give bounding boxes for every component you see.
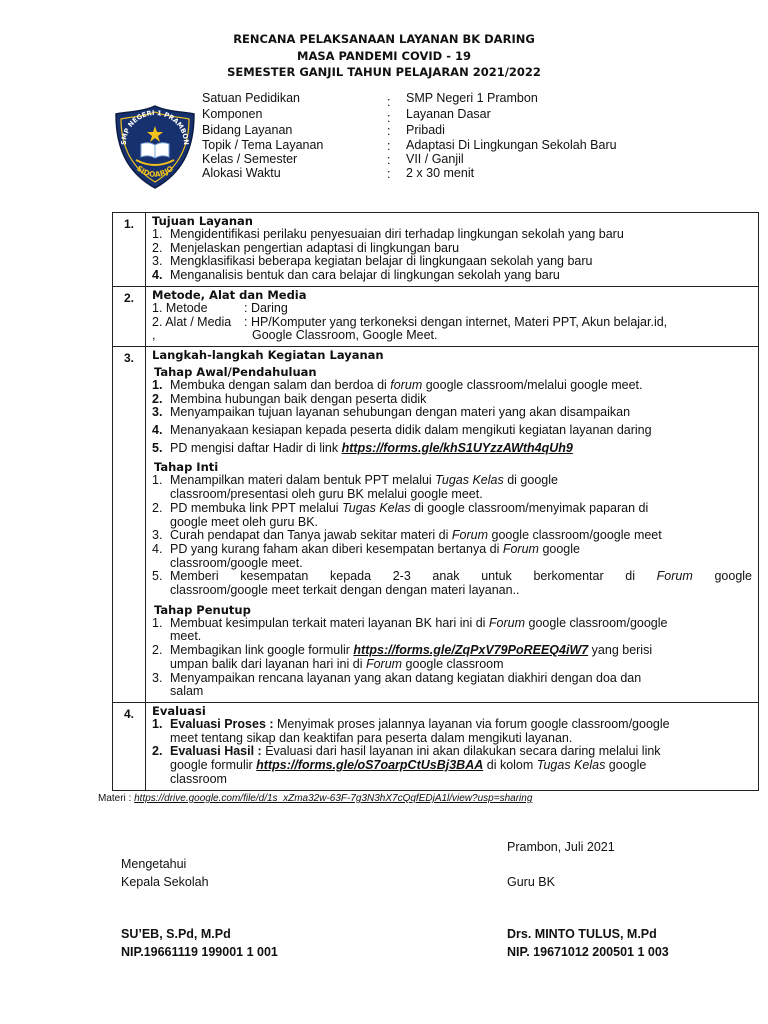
headmaster-name: SU’EB, S.Pd, M.Pd <box>121 927 231 941</box>
identity-label-alokasi: Alokasi Waktu <box>202 166 281 180</box>
list-item: 2. Menjelaskan pengertian adaptasi di lingkungan baru <box>152 240 460 255</box>
section-number: 4. <box>113 702 146 790</box>
identity-separators: : : : : : : <box>387 95 391 181</box>
plan-table <box>112 212 759 791</box>
section-langkah <box>113 346 759 702</box>
list-item: 3. Menyampaikan tujuan layanan sehubungan dengan materi yang akan disampaikan <box>152 405 631 420</box>
identity-label-bidang: Bidang Layanan <box>202 123 293 137</box>
list-item: 2. Membagikan link google formulir https://forms.gle/ZqPxV79PoREEQ4iW7 yang berisi umpan balik dari layanan hari ini di Forum google classroom <box>152 643 653 671</box>
counselor-nip: NIP. 19671012 200501 1 003 <box>507 945 669 959</box>
list-item: 5. Memberi kesempatan kepada 2-3 anak untuk berkomentar di Forum google classroom/google meet terkait dengan dengan materi layanan.. <box>152 569 752 598</box>
list-item: 4. Menganalisis bentuk dan cara belajar di lingkungan sekolah yang baru <box>152 268 560 283</box>
identity-value-alokasi: 2 x 30 menit <box>406 166 475 180</box>
tahap-penutup-title: Tahap Penutup <box>154 602 251 617</box>
identity-value-topik: Adaptasi Di Lingkungan Sekolah Baru <box>406 138 617 152</box>
list-item: 2. Evaluasi Hasil : Evaluasi dari hasil layanan ini akan dilakukan secara daring melalui link google formulir https://forms.gle/oS7oarpCtUsBj3BAA di kolom Tugas Kelas google classroom <box>152 744 661 786</box>
section-title: Tujuan Layanan <box>152 214 253 228</box>
identity-label-satuan: Satuan Pedidikan <box>202 91 300 105</box>
section-title: Langkah-langkah Kegiatan Layanan <box>152 347 384 362</box>
list-item: 4. Menanyakaan kesiapan kepada peserta didik dalam mengikuti kegiatan layanan daring <box>152 423 652 438</box>
section-metode <box>113 286 759 346</box>
signature-right-line2: Guru BK <box>507 875 555 889</box>
identity-label-komponen: Komponen <box>202 107 263 121</box>
evaluation-form-link[interactable]: https://forms.gle/oS7oarpCtUsBj3BAA <box>256 758 484 773</box>
list-item: 1. Membuat kesimpulan terkait materi layanan BK hari ini di Forum google classroom/google meet. <box>152 615 668 644</box>
list-item: 3. Mengklasifikasi beberapa kegiatan belajar di lingkungaan sekolah yang baru <box>152 254 593 269</box>
section-title: Metode, Alat dan Media <box>152 287 307 302</box>
list-item: 5. PD mengisi daftar Hadir di link https://forms.gle/khS1UYzzAWth4qUh9 <box>152 440 573 455</box>
section-evaluasi <box>113 702 759 790</box>
alat-media-row-cont: , Google Classroom, Google Meet. <box>152 328 438 343</box>
section-tujuan <box>113 213 759 287</box>
doc-title-line3: SEMESTER GANJIL TAHUN PELAJARAN 2021/2022 <box>227 65 541 79</box>
identity-label-topik: Topik / Tema Layanan <box>202 138 324 152</box>
section-number: 2. <box>113 286 146 346</box>
identity-value-kelas: VII / Ganjil <box>406 152 464 166</box>
section-number: 1. <box>113 213 146 287</box>
section-title: Evaluasi <box>152 703 206 718</box>
headmaster-nip: NIP.19661119 199001 1 001 <box>121 945 278 959</box>
feedback-form-link[interactable]: https://forms.gle/ZqPxV79PoREEQ4iW7 <box>353 643 589 658</box>
place-date: Prambon, Juli 2021 <box>507 840 615 854</box>
alat-media-row: 2. Alat / Media : HP/Komputer yang terkoneksi dengan internet, Materi PPT, Akun belajar.id, <box>152 314 668 329</box>
identity-label-kelas: Kelas / Semester <box>202 152 298 166</box>
doc-title-line1: RENCANA PELAKSANAAN LAYANAN BK DARING <box>233 32 535 46</box>
identity-values <box>406 92 617 181</box>
signature-left-line1: Mengetahui <box>121 857 187 871</box>
logo-text-top: SMP NEGERI 1 PRAMBON <box>119 108 191 146</box>
list-item: 1. Menampilkan materi dalam bentuk PPT melalui Tugas Kelas di google classroom/presentasi oleh guru BK melalui google meet. <box>152 473 558 502</box>
metode-row: 1. Metode : Daring <box>152 300 288 315</box>
materi-link[interactable]: https://drive.google.com/file/d/1s_xZma32w-63F-7g3N3hX7cQqfEDjA1l/view?usp=sharing <box>134 793 533 804</box>
section-number: 3. <box>113 346 146 702</box>
tahap-inti-title: Tahap Inti <box>154 460 219 475</box>
signature-left-line2: Kepala Sekolah <box>121 875 209 889</box>
materi-line <box>98 793 532 805</box>
school-logo <box>112 104 198 190</box>
materi-label: Materi : <box>98 793 135 804</box>
list-item: 1. Mengidentifikasi perilaku penyesuaian diri terhadap lingkungan sekolah yang baru <box>152 227 624 241</box>
counselor-name: Drs. MINTO TULUS, M.Pd <box>507 927 657 941</box>
doc-title-line2: MASA PANDEMI COVID - 19 <box>297 49 471 63</box>
logo-text-bottom: SIDOARJO <box>134 163 176 180</box>
list-item: 3. Curah pendapat dan Tanya jawab sekitar materi di Forum google classroom/google meet <box>152 528 662 543</box>
identity-value-komponen: Layanan Dasar <box>406 107 491 121</box>
list-item: 2. PD membuka link PPT melalui Tugas Kelas di google classroom/menyimak paparan di google meet oleh guru BK. <box>152 500 649 529</box>
identity-labels <box>202 92 323 181</box>
list-item: 4. PD yang kurang faham akan diberi kesempatan bertanya di Forum google classroom/google meet. <box>152 541 580 570</box>
identity-value-bidang: Pribadi <box>406 123 445 137</box>
identity-value-satuan: SMP Negeri 1 Prambon <box>406 91 538 105</box>
list-item: 1. Membuka dengan salam dan berdoa di forum google classroom/melalui google meet. <box>152 377 643 392</box>
list-item: 2. Membina hubungan baik dengan peserta didik <box>152 391 427 406</box>
list-item: 3. Menyampaikan rencana layanan yang akan datang kegiatan diakhiri dengan doa dan salam <box>152 670 642 699</box>
tahap-awal-title: Tahap Awal/Pendahuluan <box>154 364 317 379</box>
list-item: 1. Evaluasi Proses : Menyimak proses jalannya layanan via forum google classroom/google meet tentang sikap dan keaktifan para peserta dalam mengikuti layanan. <box>152 716 670 745</box>
attendance-link[interactable]: https://forms.gle/khS1UYzzAWth4qUh9 <box>341 440 573 455</box>
